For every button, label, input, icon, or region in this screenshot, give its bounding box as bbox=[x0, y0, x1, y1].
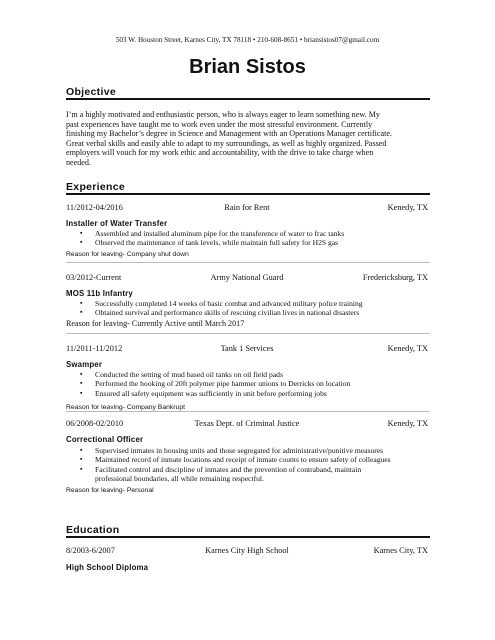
bullet-icon: ▪ bbox=[80, 370, 83, 378]
job-title: MOS 11b Infantry bbox=[66, 289, 133, 298]
education-heading: Education bbox=[66, 524, 120, 536]
job-location: Kenedy, TX bbox=[387, 203, 428, 212]
objective-line: needed. bbox=[66, 157, 91, 167]
list-item: ▪ Performed the hooking of 20ft polymer pipe hammer unions to Derricks on location bbox=[80, 379, 351, 389]
objective-line: Great verbal skills and easily able to adapt to my surroundings, as well as highly organized. Passed bbox=[66, 138, 387, 148]
job-dates: 03/2012-Current bbox=[66, 273, 122, 282]
job-reason: Reason for leaving- Company shut down bbox=[66, 251, 189, 258]
list-item: ▪ Successfully completed 14 weeks of basic combat and advanced military police training bbox=[80, 299, 363, 308]
job-employer: Texas Dept. of Criminal Justice bbox=[194, 419, 300, 428]
job-header bbox=[66, 203, 428, 214]
job-employer: Tank 1 Services bbox=[220, 344, 274, 353]
objective-line: employers will vouch for my work ethic and accountability, with the drive to take charge when bbox=[66, 148, 374, 158]
job-title: Installer of Water Transfer bbox=[66, 219, 168, 228]
bullet-icon: ▪ bbox=[80, 446, 83, 454]
job-reason: Reason for leaving- Currently Active until March 2017 bbox=[66, 319, 245, 328]
job-bullets bbox=[66, 370, 428, 398]
education-school: Karnes City High School bbox=[205, 546, 289, 555]
list-item: ▪ Obtained survival and performance skills of rescuing civilian lives in national disasters bbox=[80, 308, 360, 318]
bullet-icon: ▪ bbox=[80, 308, 83, 317]
list-item: professional boundaries, all while remaining respectful. bbox=[95, 474, 264, 484]
job-bullets bbox=[66, 446, 428, 484]
bullet-icon: ▪ bbox=[80, 388, 83, 397]
job-location: Fredericksburg, TX bbox=[362, 273, 428, 282]
education-location: Karnes City, TX bbox=[373, 546, 428, 555]
objective-line: past experiences have taught me to work even under the most stressful environment. Currently bbox=[66, 119, 373, 129]
job-reason: Reason for leaving- Company Bankrupt bbox=[66, 404, 186, 411]
bullet-icon: ▪ bbox=[80, 299, 83, 307]
objective-rule bbox=[66, 98, 430, 100]
experience-rule bbox=[66, 193, 430, 195]
job-employer: Rain for Rent bbox=[224, 203, 270, 212]
bullet-icon: ▪ bbox=[80, 379, 83, 388]
list-item: ▪ Ensured all safety equipment was sufficiently in unit before performing jobs bbox=[80, 388, 327, 398]
objective-line: finishing my Bachelor’s degree in Science and Management with an Operations Manager certificate. bbox=[66, 129, 392, 139]
job-dates: 11/2012-04/2016 bbox=[66, 203, 123, 212]
job-bullets bbox=[66, 299, 428, 318]
candidate-name: Brian Sistos bbox=[189, 56, 306, 78]
list-item: ▪ Conducted the setting of mud based oil tanks on oil field pads bbox=[80, 370, 283, 379]
job-header bbox=[66, 273, 428, 284]
bullet-icon: ▪ bbox=[80, 238, 83, 247]
job-divider bbox=[66, 262, 430, 263]
job-title: Swamper bbox=[66, 360, 103, 369]
job-employer: Army National Guard bbox=[210, 273, 284, 282]
experience-heading: Experience bbox=[66, 181, 126, 193]
education-rule bbox=[66, 536, 430, 538]
list-item: ▪ Observed the maintenance of tank levels, while maintain full safety for H2S gas bbox=[80, 238, 339, 248]
objective-heading: Objective bbox=[66, 86, 116, 98]
job-reason: Reason for leaving- Personal bbox=[66, 487, 154, 494]
job-dates: 11/2011-11/2012 bbox=[66, 344, 123, 353]
list-item: ▪ Assembled and installed aluminum pipe for the transference of water to frac tanks bbox=[80, 229, 345, 238]
contact-line: 503 W. Houston Street, Karnes City, TX 78118 • 210-608-8651 • briansistos07@gmail.com bbox=[115, 36, 380, 44]
objective-paragraph bbox=[66, 110, 438, 168]
list-item: ▪ Maintained record of inmate locations and receipt of inmate counts to ensure safety of colleagues bbox=[80, 455, 391, 465]
job-divider bbox=[66, 333, 430, 334]
job-location: Kenedy, TX bbox=[387, 419, 428, 428]
job-bullets bbox=[66, 229, 428, 248]
objective-line: I’m a highly motivated and enthusiastic person, who is always eager to learn something new. My bbox=[66, 110, 380, 119]
job-dates: 06/2008-02/2010 bbox=[66, 419, 124, 428]
list-item: ▪ Supervised inmates in housing units and those segregated for administrative/punitive measures bbox=[80, 446, 384, 455]
list-item: ▪ Facilitated control and discipline of inmates and the prevention of contraband, maintain bbox=[80, 464, 362, 474]
bullet-icon: ▪ bbox=[80, 455, 83, 464]
bullet-icon: ▪ bbox=[80, 229, 83, 237]
job-header bbox=[66, 344, 428, 355]
job-header bbox=[66, 419, 428, 430]
job-divider bbox=[66, 411, 430, 412]
job-location: Kenedy, TX bbox=[387, 344, 428, 353]
education-row bbox=[66, 546, 428, 557]
education-degree: High School Diploma bbox=[66, 563, 149, 572]
bullet-icon: ▪ bbox=[80, 464, 83, 473]
job-title: Correctional Officer bbox=[66, 435, 144, 444]
education-dates: 8/2003-6/2007 bbox=[66, 546, 115, 555]
